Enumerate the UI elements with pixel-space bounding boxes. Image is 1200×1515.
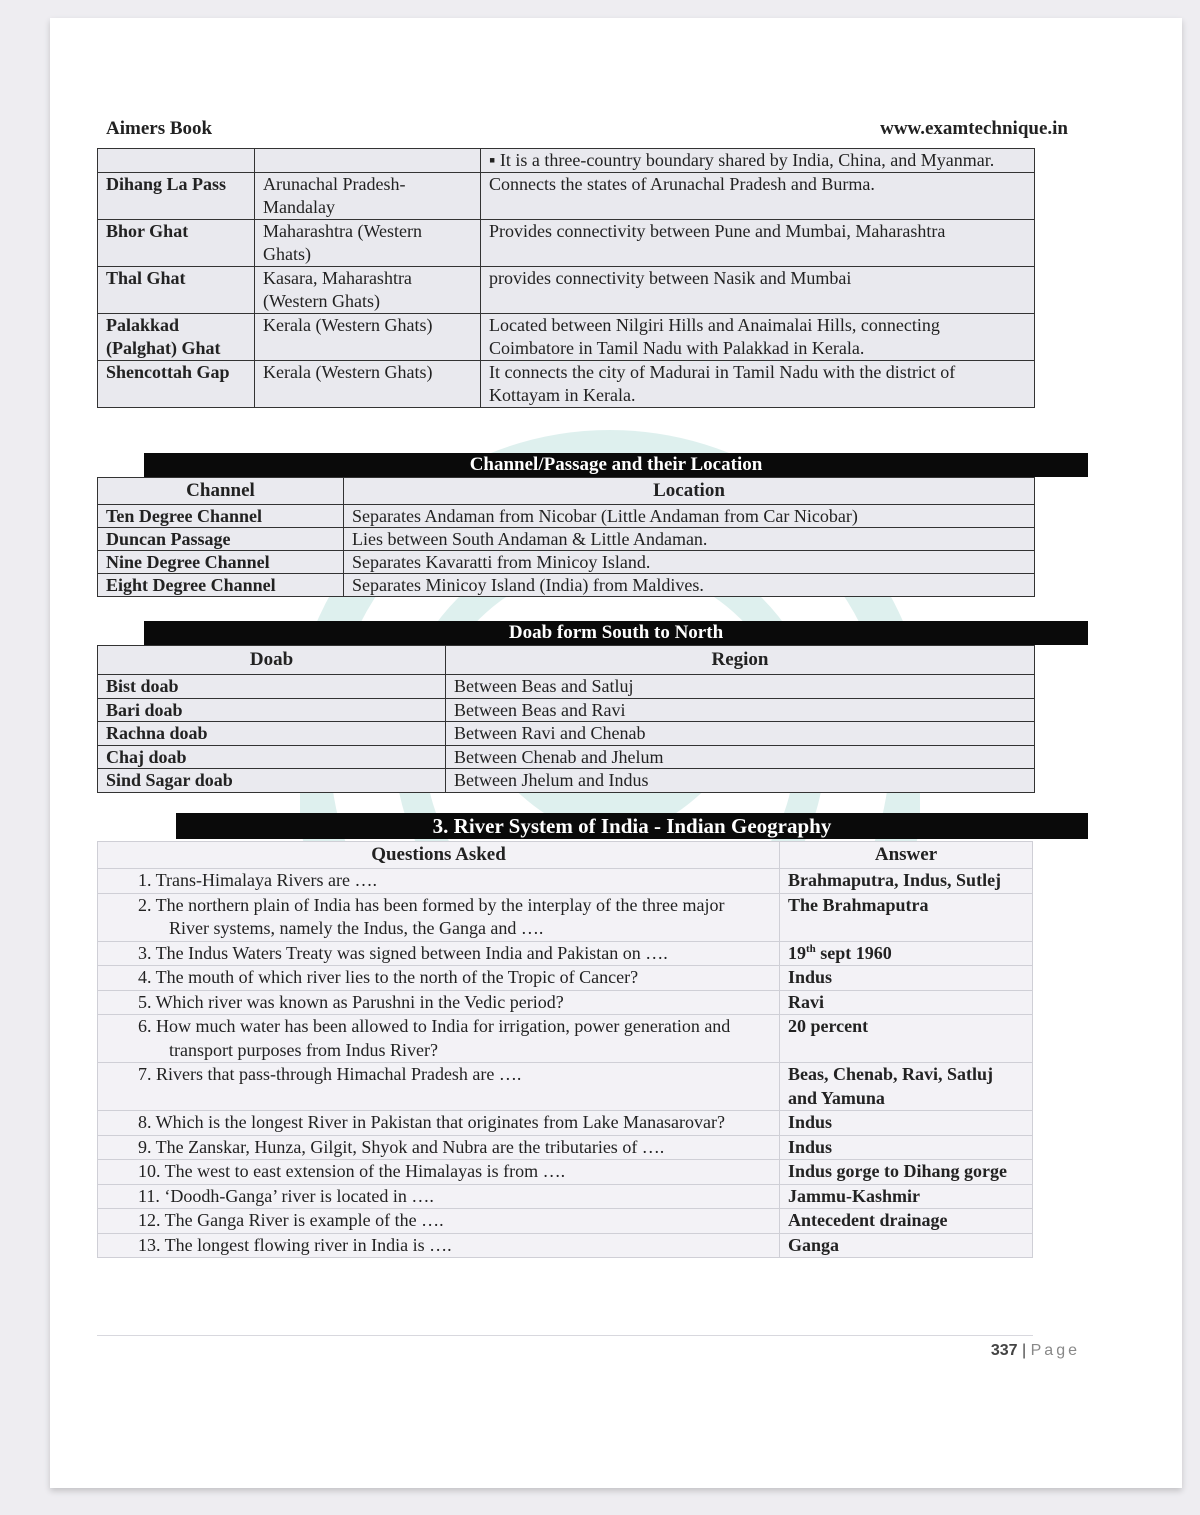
table-row <box>98 1135 1033 1160</box>
table-row <box>98 361 1035 408</box>
pass-state: Kerala (Western Ghats) <box>255 314 481 361</box>
answer-cell: Brahmaputra, Indus, Sutlej <box>780 869 1033 894</box>
table-row <box>98 267 1035 314</box>
pass-state: Maharashtra (Western Ghats) <box>255 220 481 267</box>
answer-cell <box>780 941 1033 966</box>
doab-name: Bari doab <box>98 698 446 722</box>
question-cell <box>98 869 780 894</box>
question-cell <box>98 1111 780 1136</box>
channel-name: Duncan Passage <box>98 528 344 551</box>
book-title: Aimers Book <box>106 118 213 139</box>
doab-region: Between Jhelum and Indus <box>446 769 1035 793</box>
doab-region: Between Beas and Satluj <box>446 675 1035 699</box>
question-cell <box>98 893 780 941</box>
answer-rest: sept 1960 <box>815 942 892 963</box>
answer-day: 19 <box>788 942 806 963</box>
website-url: www.examtechnique.in <box>880 118 1068 139</box>
channel-name: Nine Degree Channel <box>98 551 344 574</box>
table-row <box>98 528 1035 551</box>
question-text: 2. The northern plain of India has been formed by the interplay of the three major River systems, namely the Indus, the Ganga and …. <box>138 894 725 938</box>
table-row <box>98 505 1035 528</box>
answer-cell: Indus <box>780 1135 1033 1160</box>
channel-location: Separates Kavaratti from Minicoy Island. <box>344 551 1035 574</box>
table-row <box>98 769 1035 793</box>
table-row <box>98 990 1033 1015</box>
answer-cell: Jammu-Kashmir <box>780 1184 1033 1209</box>
question-cell <box>98 966 780 991</box>
table-row <box>98 745 1035 769</box>
page-header <box>106 118 1068 144</box>
doab-name: Chaj doab <box>98 745 446 769</box>
pass-state: Kasara, Maharashtra (Western Ghats) <box>255 267 481 314</box>
answer-cell: Indus <box>780 1111 1033 1136</box>
table-row <box>98 1233 1033 1258</box>
table-row <box>98 314 1035 361</box>
question-cell <box>98 1063 780 1111</box>
doab-name: Rachna doab <box>98 722 446 746</box>
pass-state <box>255 149 481 173</box>
pass-state: Arunachal Pradesh-Mandalay <box>255 173 481 220</box>
table-row <box>98 966 1033 991</box>
table-row <box>98 675 1035 699</box>
channel-name: Eight Degree Channel <box>98 574 344 597</box>
table-row <box>98 1063 1033 1111</box>
page-number: 337 <box>990 1342 1018 1359</box>
rivers-qa-table <box>97 841 1033 1258</box>
channels-col-location: Location <box>344 478 1035 505</box>
channels-title-bar: Channel/Passage and their Location <box>144 453 1088 477</box>
table-row <box>98 698 1035 722</box>
pass-description: Provides connectivity between Pune and Mumbai, Maharashtra <box>481 220 1035 267</box>
pass-name: Bhor Ghat <box>98 220 255 267</box>
answer-cell: 20 percent <box>780 1015 1033 1063</box>
table-row <box>98 941 1033 966</box>
rivers-col-answer: Answer <box>780 842 1033 869</box>
table-row <box>98 173 1035 220</box>
doab-col-doab: Doab <box>98 646 446 675</box>
doab-region: Between Chenab and Jhelum <box>446 745 1035 769</box>
question-text: 7. Rivers that pass-through Himachal Pradesh are …. <box>138 1064 522 1084</box>
question-text: 12. The Ganga River is example of the …. <box>138 1210 444 1230</box>
footer-rule <box>97 1335 1033 1336</box>
table-row <box>98 551 1035 574</box>
question-text: 13. The longest flowing river in India is …. <box>138 1234 452 1255</box>
question-text: 10. The west to east extension of the Himalayas is from …. <box>138 1161 566 1181</box>
page-word: Page <box>1030 1342 1080 1359</box>
channel-location: Lies between South Andaman & Little Andaman. <box>344 528 1035 551</box>
table-row <box>98 149 1035 173</box>
table-row <box>98 1184 1033 1209</box>
table-row <box>98 869 1033 894</box>
channel-location: Separates Andaman from Nicobar (Little Andaman from Car Nicobar) <box>344 505 1035 528</box>
channel-location: Separates Minicoy Island (India) from Maldives. <box>344 574 1035 597</box>
question-cell <box>98 1015 780 1063</box>
rivers-title-bar: 3. River System of India - Indian Geography <box>176 813 1088 839</box>
question-text: 4. The mouth of which river lies to the north of the Tropic of Cancer? <box>138 967 639 987</box>
pass-description: It connects the city of Madurai in Tamil Nadu with the district of Kottayam in Kerala. <box>481 361 1035 408</box>
table-row <box>98 1209 1033 1234</box>
table-row <box>98 220 1035 267</box>
question-text: 11. ‘Doodh-Ganga’ river is located in …. <box>138 1185 434 1206</box>
table-row <box>98 722 1035 746</box>
table-row <box>98 1160 1033 1185</box>
table-row <box>98 1111 1033 1136</box>
answer-cell: Indus <box>780 966 1033 991</box>
pass-description: provides connectivity between Nasik and Mumbai <box>481 267 1035 314</box>
answer-cell: The Brahmaputra <box>780 893 1033 941</box>
doab-region: Between Ravi and Chenab <box>446 722 1035 746</box>
question-cell <box>98 1184 780 1209</box>
question-text: 1. Trans-Himalaya Rivers are …. <box>138 870 377 890</box>
pass-name: Shencottah Gap <box>98 361 255 408</box>
answer-cell: Ravi <box>780 990 1033 1015</box>
question-cell <box>98 1160 780 1185</box>
passes-table <box>97 148 1035 408</box>
question-cell <box>98 990 780 1015</box>
pass-description: Located between Nilgiri Hills and Anaimalai Hills, connecting Coimbatore in Tamil Nadu with Palakkad in Kerala. <box>481 314 1035 361</box>
doab-region: Between Beas and Ravi <box>446 698 1035 722</box>
doab-title-bar: Doab form South to North <box>144 621 1088 645</box>
question-cell <box>98 1135 780 1160</box>
pass-description: ▪ It is a three-country boundary shared by India, China, and Myanmar. <box>481 149 1035 173</box>
page-separator: | <box>1022 1342 1027 1359</box>
table-row <box>98 893 1033 941</box>
pass-name <box>98 149 255 173</box>
channels-table <box>97 477 1035 597</box>
doab-col-region: Region <box>446 646 1035 675</box>
question-cell <box>98 941 780 966</box>
doab-name: Bist doab <box>98 675 446 699</box>
doab-table <box>97 645 1035 793</box>
question-text: 8. Which is the longest River in Pakistan that originates from Lake Manasarovar? <box>138 1112 726 1132</box>
channel-name: Ten Degree Channel <box>98 505 344 528</box>
answer-cell: Ganga <box>780 1233 1033 1258</box>
pass-name: Dihang La Pass <box>98 173 255 220</box>
question-cell <box>98 1233 780 1258</box>
question-text: 6. How much water has been allowed to India for irrigation, power generation and transport purposes from Indus River? <box>138 1016 731 1060</box>
table-row <box>98 574 1035 597</box>
doab-name: Sind Sagar doab <box>98 769 446 793</box>
question-text: 9. The Zanskar, Hunza, Gilgit, Shyok and Nubra are the tributaries of …. <box>138 1136 665 1157</box>
pass-name: Thal Ghat <box>98 267 255 314</box>
rivers-col-questions: Questions Asked <box>98 842 780 869</box>
answer-ordinal-suffix: th <box>806 942 816 955</box>
page-footer <box>991 1342 1080 1360</box>
question-cell <box>98 1209 780 1234</box>
pass-state: Kerala (Western Ghats) <box>255 361 481 408</box>
answer-cell: Indus gorge to Dihang gorge <box>780 1160 1033 1185</box>
question-text: 3. The Indus Waters Treaty was signed between India and Pakistan on …. <box>138 942 668 963</box>
pass-description: Connects the states of Arunachal Pradesh and Burma. <box>481 173 1035 220</box>
question-text: 5. Which river was known as Parushni in the Vedic period? <box>138 991 564 1012</box>
table-row <box>98 1015 1033 1063</box>
channels-col-channel: Channel <box>98 478 344 505</box>
pass-name: Palakkad (Palghat) Ghat <box>98 314 255 361</box>
answer-cell: Beas, Chenab, Ravi, Satluj and Yamuna <box>780 1063 1033 1111</box>
answer-cell: Antecedent drainage <box>780 1209 1033 1234</box>
